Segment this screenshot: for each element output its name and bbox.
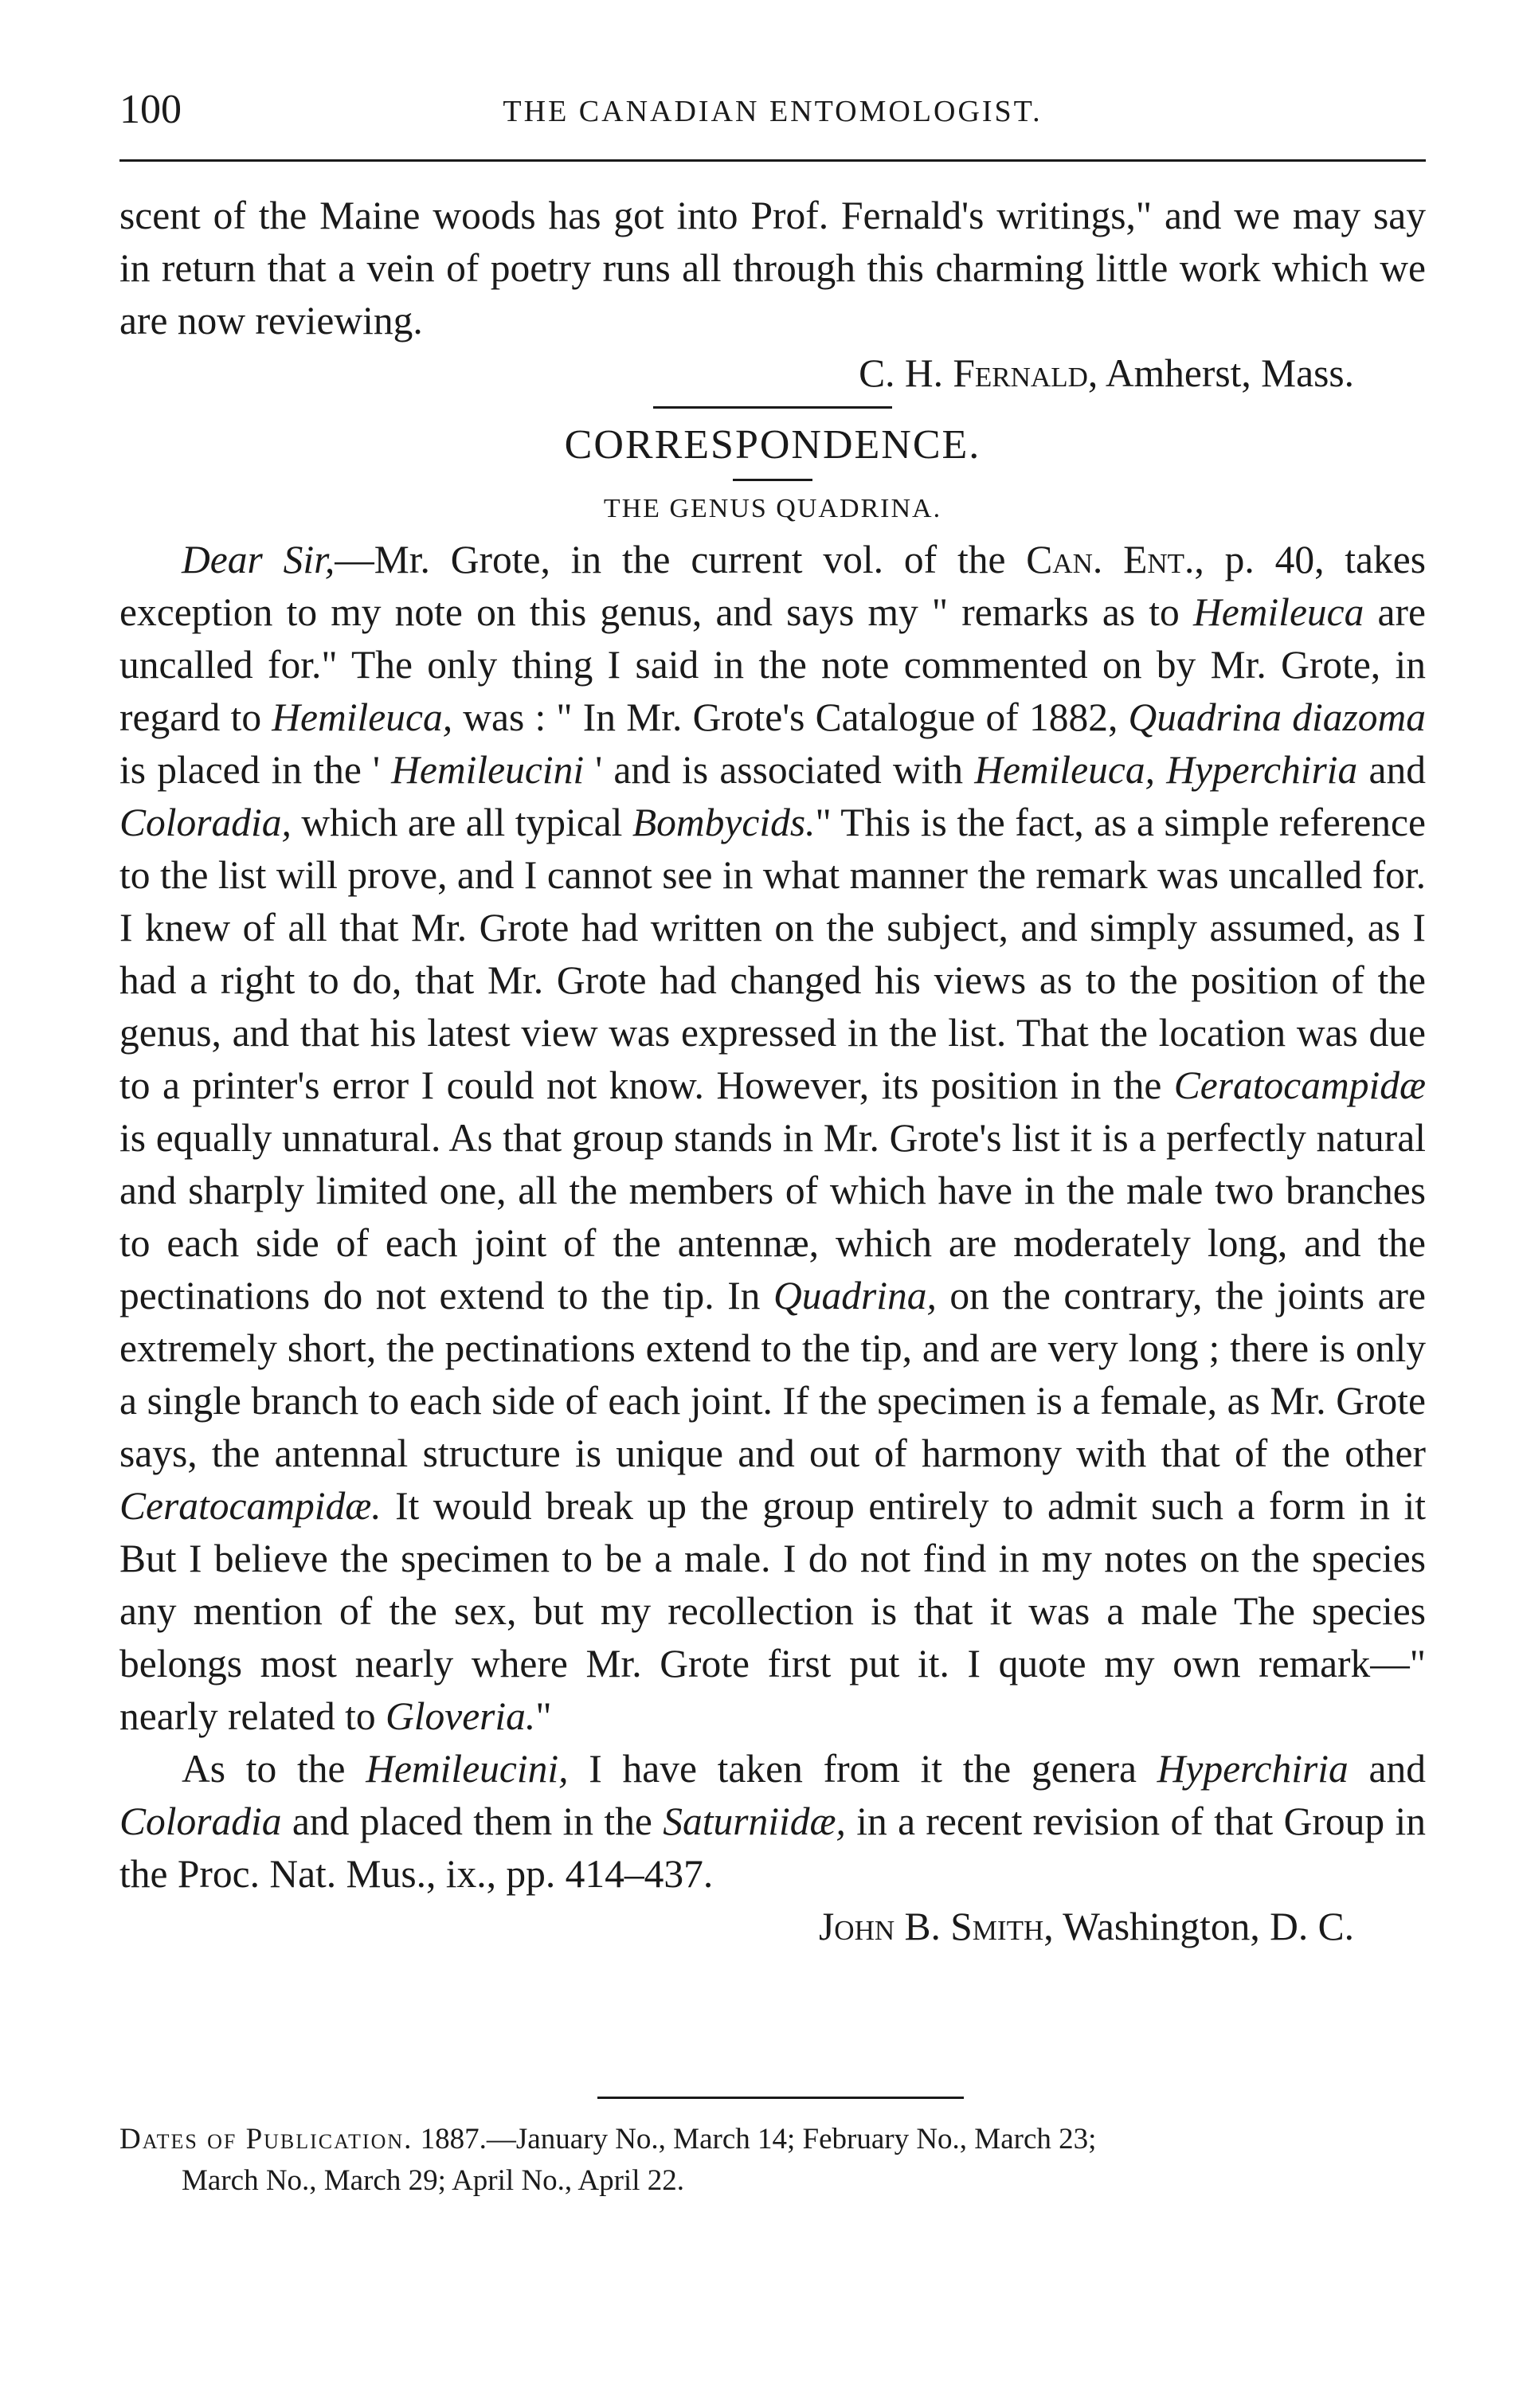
taxon-name: Hyperchiria: [1157, 1747, 1349, 1791]
text-run: and: [1357, 748, 1426, 792]
footer-text: 1887.—January No., March 14; February No., March 23;: [413, 2123, 1097, 2155]
review-signature-name: C. H. Fernald,: [859, 351, 1098, 395]
review-signature-place: Amherst, Mass.: [1105, 351, 1354, 395]
text-run: ' and is associated with: [584, 748, 975, 792]
text-run: ": [535, 1694, 552, 1738]
text-run: on the contrary, the joints are extremely short, the pectinations extend to the tip, and are very long ; there is only a single branch to each side of each joint. If the specimen is a female, as Mr. Grote says, the antennal structure is unique and out of harmony with that of the other: [119, 1274, 1426, 1475]
taxon-name: Bombycids.: [632, 801, 816, 844]
review-closing-paragraph: scent of the Maine woods has got into Prof. Fernald's writings," and we may say in return that a vein of poetry runs all through this charming little work which we are now reviewing.: [119, 194, 1426, 343]
letter-paragraph-2: [119, 1743, 1426, 1901]
taxon-name: Ceratocampidæ: [1173, 1063, 1426, 1107]
taxon-name: Saturniidæ,: [663, 1799, 846, 1843]
taxon-name: Coloradia,: [119, 801, 292, 844]
taxon-name: Coloradia: [119, 1799, 282, 1843]
taxon-name: Ceratocampidæ.: [119, 1484, 382, 1528]
taxon-name: Quadrina diazoma: [1128, 695, 1426, 739]
footer-line-2: March No., March 29; April No., April 22.: [182, 2164, 684, 2197]
text-run: which are all typical: [291, 801, 632, 844]
taxon-name: Hemileuca: [1192, 590, 1364, 634]
taxon-name: Hemileucini: [391, 748, 585, 792]
section-title: CORRESPONDENCE.: [564, 422, 981, 468]
text-run: and placed them in the: [281, 1799, 664, 1843]
text-run: It would break up the group entirely to admit such a form in it But I believe the specimen to be a male. I do not find in my notes on the species any mention of the sex, but my recollection is that it was a male The species belongs most nearly where Mr. Grote first put it. I quote my own remark—" nearly related to: [119, 1484, 1426, 1738]
page-number: 100: [119, 87, 182, 132]
letter-signature-name: John B. Smith,: [819, 1905, 1054, 1948]
text-run: was : " In Mr. Grote's Catalogue of 1882,: [452, 695, 1129, 739]
salutation: Dear Sir,: [182, 538, 335, 581]
letter-paragraph-1: [119, 534, 1426, 1743]
journal-abbrev: Can. Ent.: [1026, 538, 1195, 581]
text-run: , p. 40, takes exception to my note on this genus, and says my " remarks as to: [119, 538, 1427, 634]
taxon-name: Hemileucini,: [366, 1747, 569, 1791]
letter-title: THE GENUS QUADRINA.: [603, 494, 942, 523]
taxon-name: Quadrina,: [773, 1274, 937, 1318]
taxon-name: Hemileuca, Hyperchiria: [974, 748, 1358, 792]
taxon-name: Hemileuca,: [272, 695, 453, 739]
text-run: " This is the fact, as a simple reference to the list will prove, and I cannot see in what manner the remark was uncalled for. I knew of all that Mr. Grote had written on the subject, and simply assumed, as I had a right to do, that Mr. Grote had changed his views as to the position of the genus, and that his latest view was expressed in the list. That the location was due to a printer's error I could not know. However, its position in the: [119, 801, 1426, 1107]
text-run: are uncalled for." The only thing I said in the note commented on by Mr. Grote, in regard to: [119, 590, 1426, 739]
letter-signature-place: Washington, D. C.: [1063, 1905, 1354, 1948]
footer-lead: Dates of Publication.: [119, 2123, 413, 2155]
title-divider: [733, 479, 812, 481]
text-run: is equally unnatural. As that group stands in Mr. Grote's list it is a perfectly natural and sharply limited one, all the members of which have in the male two branches to each side of each joint of the antennæ, which are moderately long, and the pectinations do not extend to the tip. In: [119, 1116, 1426, 1318]
letter-signature: [119, 1901, 1426, 1953]
review-signature: [119, 347, 1426, 400]
page-header: [119, 86, 1426, 142]
text-run: in a recent revision of that Group in the Proc. Nat. Mus., ix., pp. 414–437.: [119, 1799, 1426, 1896]
page-content: [119, 190, 1426, 1953]
text-run: is placed in the ': [119, 748, 392, 792]
text-run: I have taken from it the genera: [568, 1747, 1157, 1791]
text-run: and: [1348, 1747, 1426, 1791]
footer-divider: [597, 2097, 964, 2099]
running-head: THE CANADIAN ENTOMOLOGIST.: [503, 95, 1043, 128]
text-run: As to the: [182, 1747, 366, 1791]
footer-line-1: [119, 2119, 1426, 2160]
section-divider: [653, 406, 892, 409]
taxon-name: Gloveria.: [385, 1694, 536, 1738]
publication-dates-note: [119, 2119, 1426, 2202]
text-run: —Mr. Grote, in the current vol. of the: [335, 538, 1027, 581]
header-rule: [119, 159, 1426, 162]
